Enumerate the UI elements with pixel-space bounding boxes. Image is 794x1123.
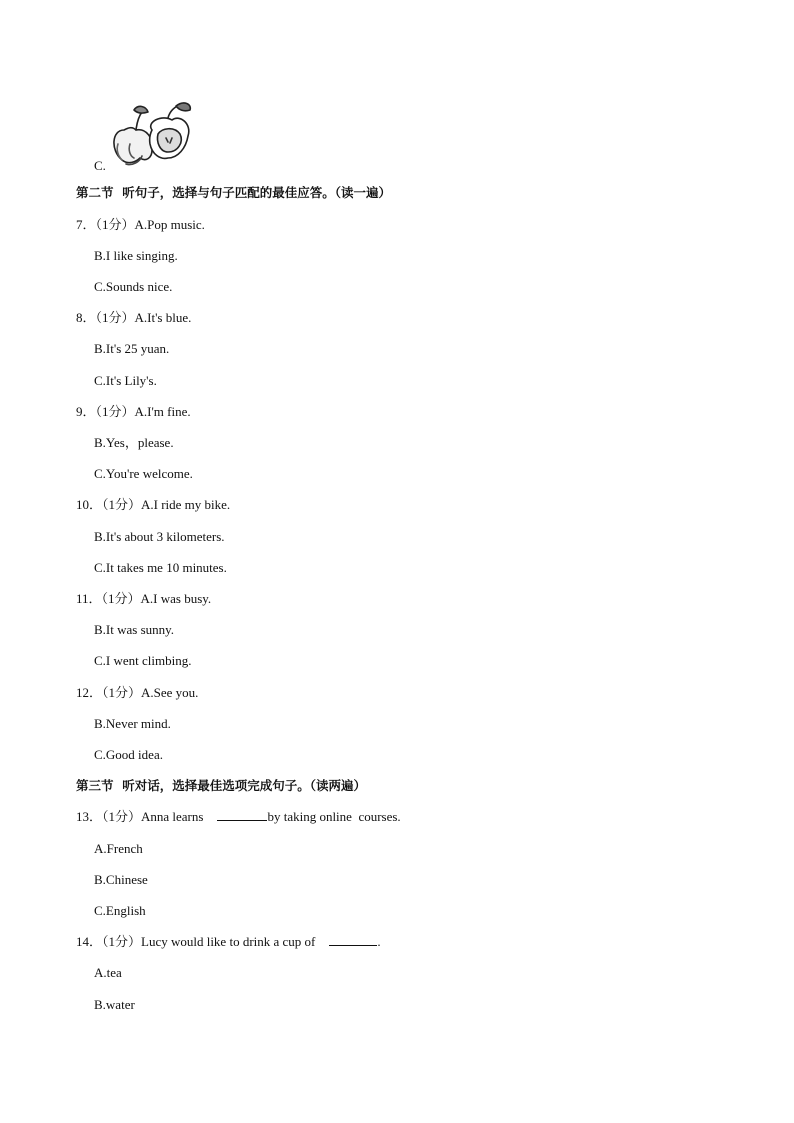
question-12-option-b: B.Never mind. (94, 716, 171, 731)
fruit-illustration (106, 100, 196, 168)
question-8-option-c: C.It's Lily's. (94, 373, 157, 388)
question-13 (76, 809, 401, 825)
question-8: 8．（1分）A.It's blue. (76, 310, 192, 325)
question-10-option-c: C.It takes me 10 minutes. (94, 560, 227, 575)
question-13-option-b: B.Chinese (94, 872, 148, 887)
question-12-option-c: C.Good idea. (94, 747, 163, 762)
question-13-stem-start: 13．（1分）Anna learns (76, 809, 204, 824)
question-11: 11．（1分）A.I was busy. (76, 591, 212, 606)
question-7-option-b: B.I like singing. (94, 248, 178, 263)
answer-blank (217, 809, 267, 821)
question-14-stem-end: . (377, 934, 381, 949)
question-10-option-b: B.It's about 3 kilometers. (94, 529, 225, 544)
question-7: 7．（1分）A.Pop music. (76, 217, 205, 232)
question-10: 10．（1分）A.I ride my bike. (76, 497, 231, 512)
question-9-option-c: C.You're welcome. (94, 466, 193, 481)
section-3-title: 第三节 听对话，选择最佳选项完成句子。（读两遍） (76, 778, 366, 793)
question-13-option-a: A.French (94, 841, 143, 856)
question-8-option-b: B.It's 25 yuan. (94, 341, 170, 356)
option-c-label: C. (94, 158, 106, 173)
question-11-option-c: C.I went climbing. (94, 653, 192, 668)
question-12: 12．（1分）A.See you. (76, 685, 199, 700)
section-2-title: 第二节 听句子，选择与句子匹配的最佳应答。（读一遍） (76, 185, 391, 200)
question-11-option-b: B.It was sunny. (94, 622, 175, 637)
question-14-stem-start: 14．（1分）Lucy would like to drink a cup of (76, 934, 316, 949)
question-14 (76, 934, 381, 950)
question-13-stem-end: by taking online courses. (267, 809, 401, 824)
question-14-option-b: B.water (94, 997, 135, 1012)
question-9-option-b: B.Yes，please. (94, 435, 174, 450)
question-7-option-c: C.Sounds nice. (94, 279, 173, 294)
question-9: 9．（1分）A.I'm fine. (76, 404, 191, 419)
answer-blank (329, 934, 377, 946)
question-13-option-c: C.English (94, 903, 146, 918)
question-14-option-a: A.tea (94, 965, 122, 980)
